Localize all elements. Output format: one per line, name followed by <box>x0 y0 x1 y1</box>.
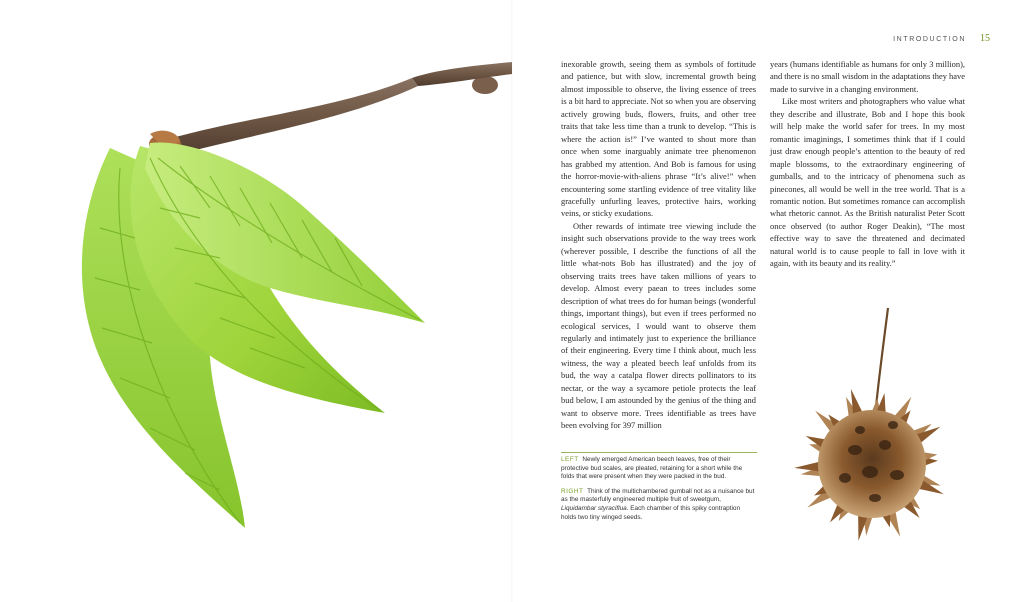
body-column-1 <box>561 58 756 432</box>
caption-right <box>561 488 757 522</box>
paragraph: Like most writers and photographers who value what they describe and illustrate, Bob and I hope this book will help make the world safer for trees. In my most romantic imaginings, I sometimes think that if I could just draw enough people’s attention to the beauty of red maple blossoms, to the extraordinary engineering of gumballs, and to the intricacy of phenomena such as pinecones, all would be well in the tree world. That is a romantic notion. But sometimes romance can accomplish what rhetoric cannot. As the British naturalist Peter Scott once observed (to author Roger Deakin), “The most effective way to save the threatened and decimated natural world is to cause people to fall in love with it again, with its beauty and its reality.” <box>770 96 965 269</box>
page-number: 15 <box>980 33 990 44</box>
running-head <box>893 33 990 44</box>
caption-right-text: Think of the multichambered gumball not as a nuisance but as the masterfully engineered multiple fruit of sweetgum, <box>561 487 755 504</box>
caption-left-text: Newly emerged American beech leaves, free of their protective bud scales, are pleated, retaining for a short while the folds that were present when they were packed in the bud. <box>561 456 743 481</box>
caption-right-key: RIGHT <box>561 487 584 495</box>
paragraph: Other rewards of intimate tree viewing include the insight such observations provide to the way trees work (wherever possible, I describe the functions of all the little what-nots Bob has illustrated) and the joy of observing traits trees have taken millions of years to develop. Almost every paean to trees includes some description of what trees do for human beings (wonderful things, important things), but even if trees performed no ecological services, I would want to observe them regularly and intimately just to experience the brilliance of their engineering. Every time I think about, much less witness, the way a pleated beech leaf unfolds from its bud, the way a catalpa flower directs pollinators to its nectar, or the way a sycamore petiole protects the leaf bud below, I am astounded by the genius of the thing and want to observe more. Trees identifiable as trees have been evolving for 397 million <box>561 220 756 431</box>
caption-right-text-end: . Each chamber of this spiky contraption holds two tiny winged seeds. <box>561 504 741 521</box>
body-column-2 <box>770 58 965 270</box>
caption-left-key: LEFT <box>561 456 579 463</box>
paragraph: years (humans identifiable as humans for only 3 million), and there is no small wisdom in the adaptations they have made to survive in a changing environment. <box>770 59 965 94</box>
caption-species: Liquidambar styraciflua <box>561 504 627 512</box>
beech-leaves-photo <box>40 58 520 538</box>
photo-captions <box>561 452 757 528</box>
paragraph: inexorable growth, seeing them as symbols of fortitude and patience, but with slow, incremental growth being almost impossible to observe, the living essence of trees is a bit hard to appreciate. Not so when you are observing actively growing buds, flowers, fruits, and other tree traits that take less time than a trunk to develop. “This is where the action is!” I’ve wanted to shout more than once when some inarguably animate tree phenomenon has grabbed my attention. And Bob is famous for using the horror-movie-with-aliens phrase “It’s alive!” when encountering some startling evidence of tree vitality like gracefully unfurling leaves, protective hairs, working veins, or sticky exudations. <box>561 59 756 219</box>
caption-left <box>561 456 757 482</box>
section-title: INTRODUCTION <box>893 36 966 43</box>
sweetgum-gumball-photo <box>785 300 960 545</box>
